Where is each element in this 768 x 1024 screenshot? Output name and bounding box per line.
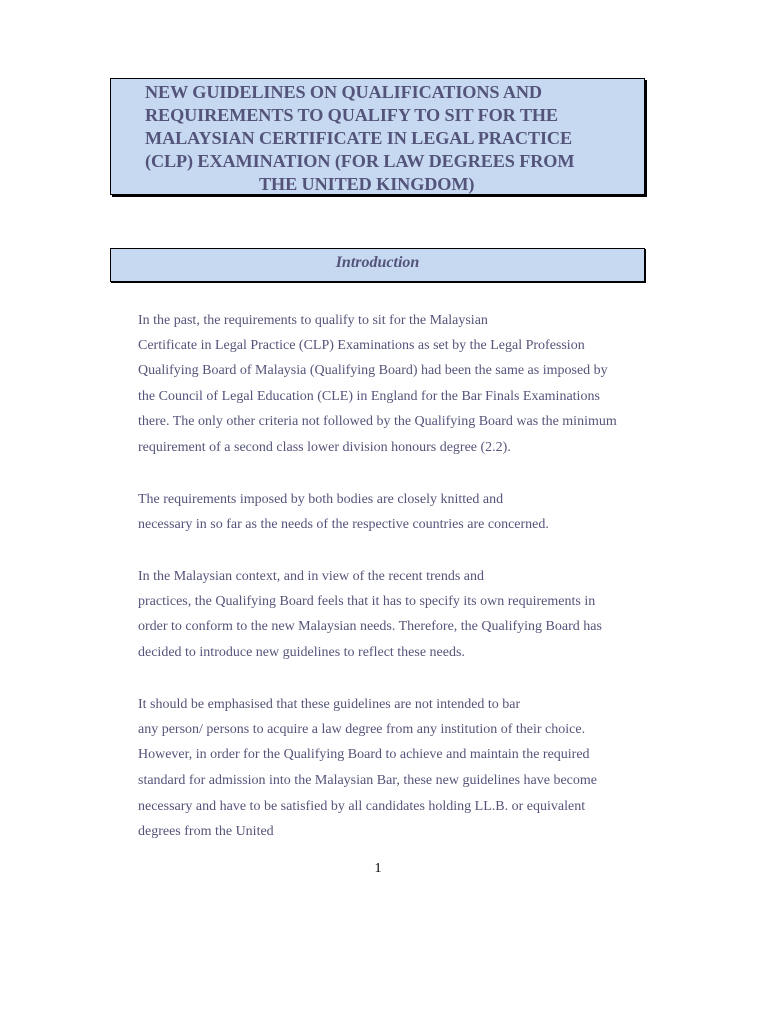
paragraph-2-line-2: necessary in so far as the needs of the respective countries are concerned. bbox=[138, 517, 549, 532]
title-line-3: MALAYSIAN CERTIFICATE IN LEGAL PRACTICE bbox=[145, 128, 572, 148]
section-heading: Introduction bbox=[335, 254, 420, 271]
title-line-2: REQUIREMENTS TO QUALIFY TO SIT FOR THE bbox=[145, 105, 558, 125]
paragraph-3-line-1: In the Malaysian context, and in view of the recent trends and bbox=[138, 569, 484, 584]
paragraph-4-line-6: degrees from the United bbox=[138, 824, 274, 839]
paragraph-4-line-1: It should be emphasised that these guidelines are not intended to bar bbox=[138, 697, 521, 712]
title-box bbox=[110, 78, 645, 195]
paragraph-1-line-1: In the past, the requirements to qualify to sit for the Malaysian bbox=[138, 313, 488, 328]
paragraph-4-line-2: any person/ persons to acquire a law degree from any institution of their choice. bbox=[138, 722, 586, 737]
paragraph-1-line-2: Certificate in Legal Practice (CLP) Examinations as set by the Legal Profession bbox=[138, 338, 585, 353]
paragraph-3-line-4: decided to introduce new guidelines to reflect these needs. bbox=[138, 645, 465, 660]
paragraph-4-line-5: necessary and have to be satisfied by all candidates holding LL.B. or equivalent bbox=[138, 799, 586, 814]
title-line-1: NEW GUIDELINES ON QUALIFICATIONS AND bbox=[145, 82, 542, 102]
paragraph-1-line-4: the Council of Legal Education (CLE) in England for the Bar Finals Examinations bbox=[138, 389, 600, 404]
paragraph-3-line-3: order to conform to the new Malaysian needs. Therefore, the Qualifying Board has bbox=[138, 619, 602, 634]
title-line-5: THE UNITED KINGDOM) bbox=[259, 174, 475, 194]
paragraph-1-line-3: Qualifying Board of Malaysia (Qualifying Board) had been the same as imposed by bbox=[138, 363, 608, 378]
paragraph-1-line-6: requirement of a second class lower division honours degree (2.2). bbox=[138, 440, 511, 455]
paragraph-4-line-4: standard for admission into the Malaysian Bar, these new guidelines have become bbox=[138, 773, 597, 788]
page-number: 1 bbox=[374, 861, 382, 876]
paragraph-4-line-3: However, in order for the Qualifying Board to achieve and maintain the required bbox=[138, 747, 590, 762]
title-line-4: (CLP) EXAMINATION (FOR LAW DEGREES FROM bbox=[145, 151, 575, 171]
paragraph-2-line-1: The requirements imposed by both bodies are closely knitted and bbox=[138, 492, 504, 507]
paragraph-1-line-5: there. The only other criteria not followed by the Qualifying Board was the minimum bbox=[138, 414, 617, 429]
section-heading-box bbox=[110, 248, 645, 282]
paragraph-3-line-2: practices, the Qualifying Board feels that it has to specify its own requirements in bbox=[138, 594, 596, 609]
